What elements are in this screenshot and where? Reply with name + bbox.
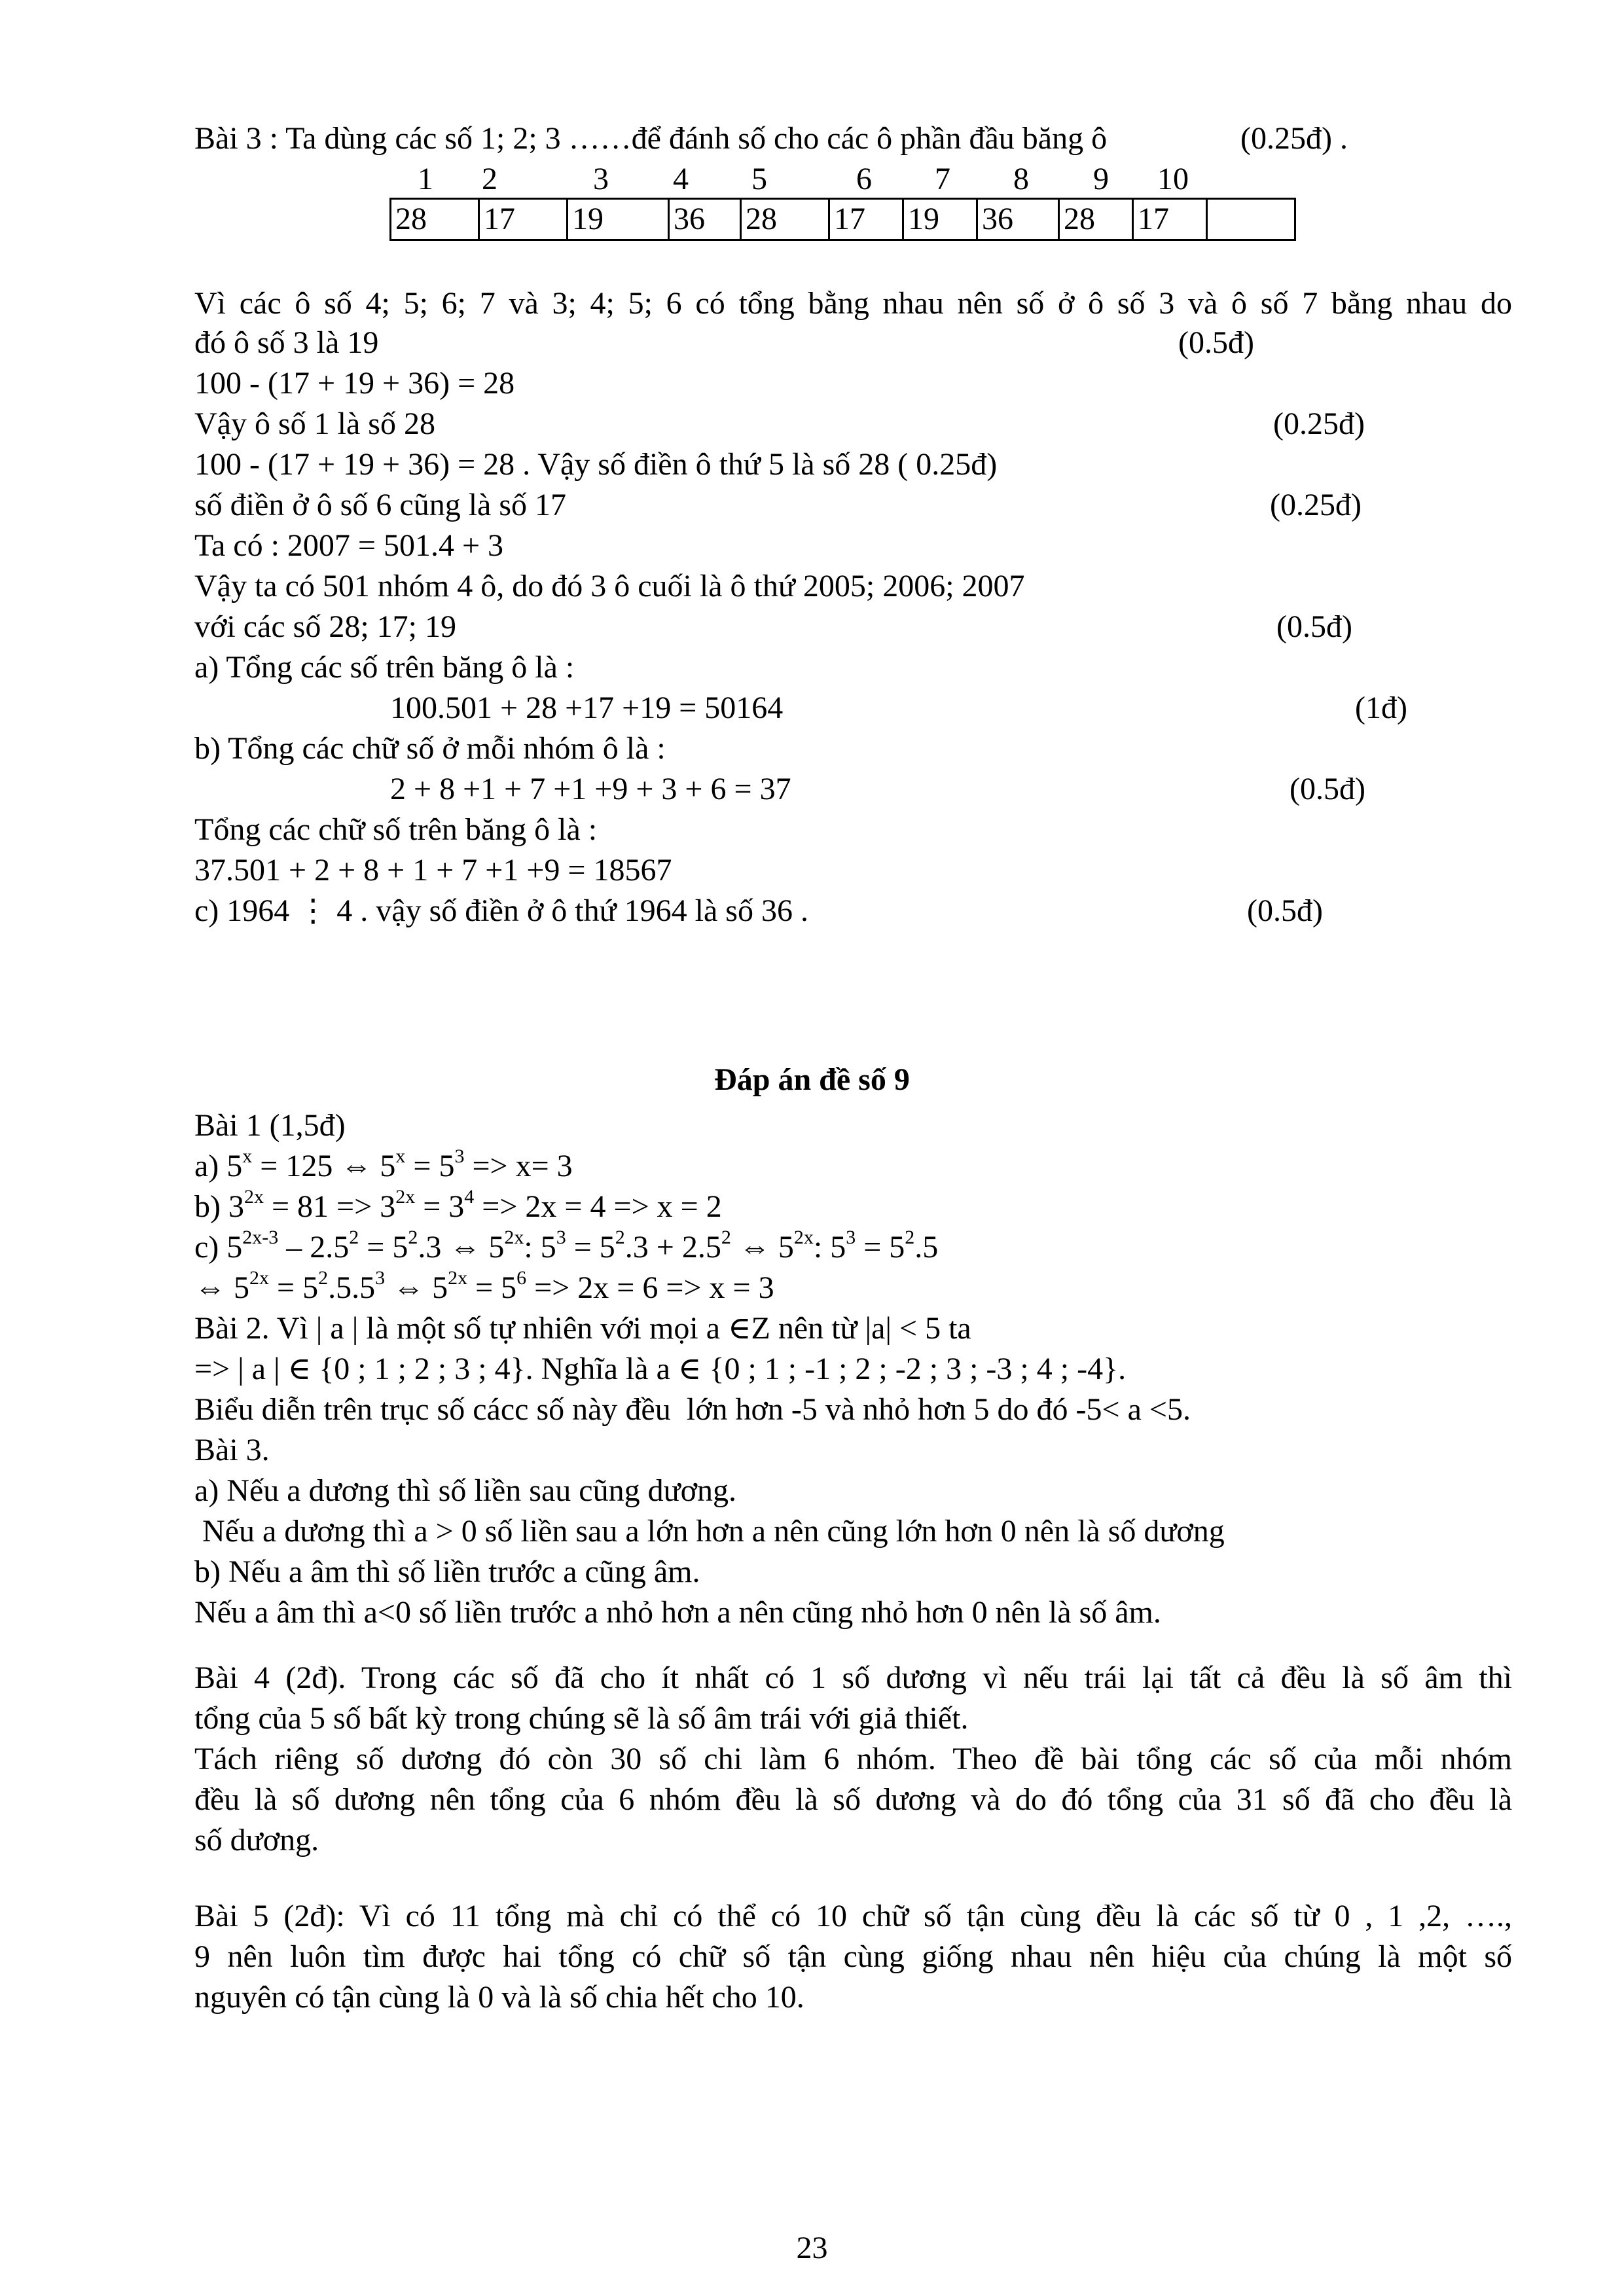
exponent: 2x [249,1267,269,1289]
strip-cell: 19 [903,199,977,240]
text-line: Vì các ô số 4; 5; 6; 7 và 3; 4; 5; 6 có tổng bằng nhau nên số ở ô số 3 và ô số 7 bằng nhau do [194,286,1512,321]
text-line: đó ô số 3 là 19 [194,325,379,360]
strip-cell: 17 [479,199,568,240]
strip-cell [1207,199,1295,240]
strip-number: 6 [856,162,872,196]
exponent: 2x [504,1227,524,1248]
strip-number: 7 [935,162,950,196]
bai5-line: Bài 5 (2đ): Vì có 11 tổng mà chỉ có thể có 10 chữ số tận cùng đều là các số từ 0 , 1 ,2, …., [194,1899,1512,1933]
text-line: Vậy ô số 1 là số 28 [194,406,435,441]
bai2-line: Biểu diễn trên trục số cácc số này đều lớn hơn -5 và nhỏ hơn 5 do đó -5< a <5. [194,1392,1191,1427]
exponent: 2x [793,1227,814,1248]
bai4-line: số dương. [194,1823,319,1857]
exponent: x [395,1145,406,1167]
exponent: 2x-3 [242,1227,279,1248]
text-line: Vậy ta có 501 nhóm 4 ô, do đó 3 ô cuối là ô thứ 2005; 2006; 2007 [194,569,1025,603]
strip-cell: 28 [1059,199,1133,240]
exponent: 2 [721,1227,731,1248]
bai4-line: Bài 4 (2đ). Trong các số đã cho ít nhất có 1 số dương vì nếu trái lại tất cả đều là số âm thì [194,1660,1512,1695]
strip-number: 3 [593,162,609,196]
exponent: 2x [395,1186,416,1208]
strip-cell: 17 [1133,199,1207,240]
strip-cell: 17 [829,199,903,240]
exponent: 2 [408,1227,418,1248]
bai5-line: nguyên có tận cùng là 0 và là số chia hết cho 10. [194,1980,804,2015]
text-line: với các số 28; 17; 19 [194,609,456,644]
points: (0.5đ) [1276,609,1352,644]
strip-number: 1 [418,162,433,196]
exponent: 3 [375,1267,386,1289]
exponent: 2x [244,1186,264,1208]
text-line: 37.501 + 2 + 8 + 1 + 7 +1 +9 = 18567 [194,853,672,888]
bai2-line: Bài 2. Vì | a | là một số tự nhiên với mọi a ∈Z nên từ |a| < 5 ta [194,1311,971,1346]
points: (1đ) [1355,691,1407,725]
bai3-line: Nếu a dương thì a > 0 số liền sau a lớn hơn a nên cũng lớn hơn 0 nên là số dương [194,1514,1225,1549]
strip-cell: 36 [977,199,1059,240]
text-line: Ta có : 2007 = 501.4 + 3 [194,528,504,563]
bai3-line: b) Nếu a âm thì số liền trước a cũng âm. [194,1554,700,1589]
exponent: 3 [556,1227,566,1248]
bai1-line-a: a) $5^x = 125$ ⇔ $5^x = 5^3 => x= 3$ [194,1145,573,1183]
bai4-line: Tách riêng số dương đó còn 30 số chi làm 6 nhóm. Theo đề bài tổng các số của mỗi nhóm [194,1742,1512,1776]
points: (0.5đ) [1178,325,1254,360]
exponent: 4 [464,1186,475,1208]
number-strip-table [389,198,1296,241]
strip-cell: 36 [669,199,741,240]
page-number: 23 [796,2231,828,2265]
text-line: 100 - (17 + 19 + 36) = 28 . Vậy số điền ô thứ 5 là số 28 ( 0.25đ) [194,447,998,482]
bai1-heading: Bài 1 (1,5đ) [194,1108,346,1143]
bai1-line-c: c) $5^{2x-3} - 2.5^2 = 5^2.3$ ⇔ $5^{2x}$: $5^3 = 5^2.3 + 2.5^2$ ⇔ $5^{2x}$: $5^3 = 5^2.5$ [194,1227,939,1265]
bai3-intro-points: (0.25đ) . [1240,121,1348,156]
bai2-line: => | a | ∈ {0 ; 1 ; 2 ; 3 ; 4}. Nghĩa là a ∈ {0 ; 1 ; -1 ; 2 ; -2 ; 3 ; -3 ; 4 ; -4}. [194,1352,1127,1386]
text-line: c) 1964 ⋮ 4 . vậy số điền ở ô thứ 1964 là số 36 . [194,893,808,928]
bai3-line: a) Nếu a dương thì số liền sau cũng dương. [194,1473,736,1508]
strip-cell: 28 [741,199,829,240]
text-line: 100 - (17 + 19 + 36) = 28 [194,366,515,401]
strip-number: 2 [482,162,497,196]
exponent: 3 [454,1145,465,1167]
exponent: 2 [318,1267,329,1289]
exponent: 2 [349,1227,359,1248]
exponent: 2x [448,1267,468,1289]
bai1-line-d: ⇔ $5^{2x} = 5^2.5.5^3$ ⇔ $5^{2x} = 5^6 => 2x = 6 => x = 3$ [194,1267,774,1305]
strip-number: 9 [1093,162,1109,196]
exponent: 2 [905,1227,915,1248]
exponent: 6 [516,1267,527,1289]
text-line: a) Tổng các số trên băng ô là : [194,650,575,685]
strip-cell: 28 [391,199,479,240]
exponent: 2 [615,1227,625,1248]
bai4-line: tổng của 5 số bất kỳ trong chúng sẽ là số âm trái với giả thiết. [194,1701,969,1736]
points: (0.5đ) [1290,772,1365,806]
strip-number: 8 [1013,162,1029,196]
strip-number: 4 [673,162,689,196]
bai4-line: đều là số dương nên tổng của 6 nhóm đều là số dương và do đó tổng của 31 số đã cho đều là [194,1782,1512,1817]
strip-number: 10 [1157,162,1189,196]
text-line: b) Tổng các chữ số ở mỗi nhóm ô là : [194,731,666,766]
text-line: 2 + 8 +1 + 7 +1 +9 + 3 + 6 = 37 [390,772,791,806]
bai1-line-b: b) $3^{2x} = 81 => 3^{2x} = 3^4 => 2x = 4 => x = 2$ [194,1186,722,1224]
bai3-line: Bài 3. [194,1433,270,1467]
points: (0.25đ) [1270,488,1362,522]
text-line: số điền ở ô số 6 cũng là số 17 [194,488,567,522]
strip-cell: 19 [568,199,669,240]
strip-number: 5 [751,162,767,196]
bai3-line: Nếu a âm thì a<0 số liền trước a nhỏ hơn a nên cũng nhỏ hơn 0 nên là số âm. [194,1595,1161,1630]
section-title: Đáp án đề số 9 [714,1062,910,1097]
bai3-intro: Bài 3 : Ta dùng các số 1; 2; 3 ……để đánh số cho các ô phần đầu băng ô [194,121,1108,156]
points: (0.5đ) [1247,893,1323,928]
text-line: Tổng các chữ số trên băng ô là : [194,812,598,847]
points: (0.25đ) [1273,406,1365,441]
text-line: 100.501 + 28 +17 +19 = 50164 [390,691,784,725]
exponent: x [242,1145,253,1167]
bai5-line: 9 nên luôn tìm được hai tổng có chữ số tận cùng giống nhau nên hiệu của chúng là một số [194,1939,1512,1974]
exponent: 3 [846,1227,856,1248]
